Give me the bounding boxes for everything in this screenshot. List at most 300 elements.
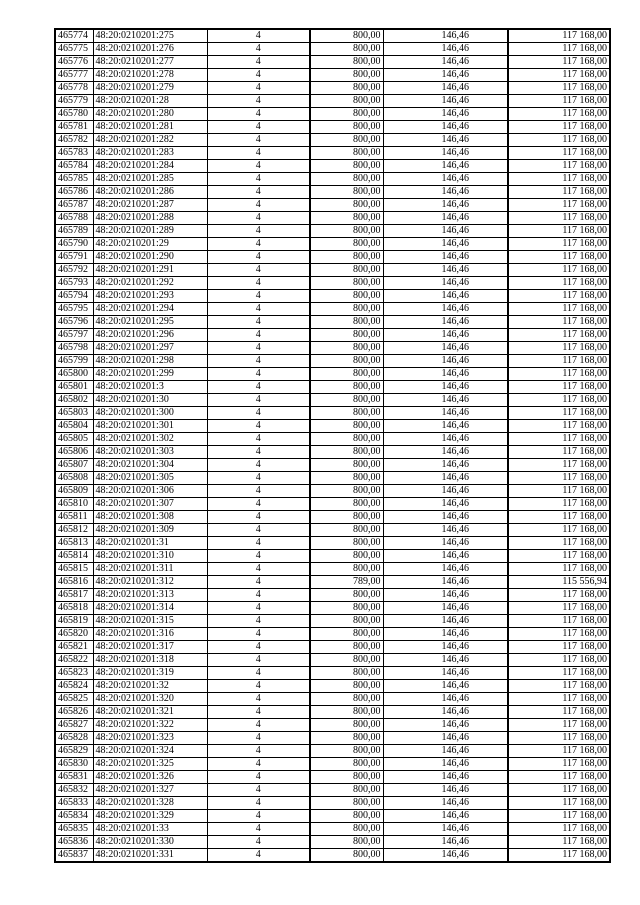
rate-cell: 146,46 [383, 771, 508, 784]
category-cell: 4 [207, 368, 310, 381]
category-cell: 4 [207, 628, 310, 641]
area-cell: 800,00 [310, 134, 383, 147]
area-cell: 800,00 [310, 602, 383, 615]
table-row [55, 719, 610, 732]
row-id-cell: 465821 [55, 641, 93, 654]
category-cell: 4 [207, 641, 310, 654]
table-row [55, 420, 610, 433]
area-cell: 800,00 [310, 368, 383, 381]
area-cell: 800,00 [310, 381, 383, 394]
cadastral-number-cell: 48:20:0210201:307 [93, 498, 207, 511]
rate-cell: 146,46 [383, 537, 508, 550]
row-id-cell: 465823 [55, 667, 93, 680]
rate-cell: 146,46 [383, 95, 508, 108]
area-cell: 800,00 [310, 537, 383, 550]
rate-cell: 146,46 [383, 264, 508, 277]
table-row [55, 368, 610, 381]
cadastral-value-cell: 117 168,00 [508, 238, 610, 251]
cadastral-value-cell: 117 168,00 [508, 472, 610, 485]
table-row [55, 381, 610, 394]
cadastral-number-cell: 48:20:0210201:281 [93, 121, 207, 134]
rate-cell: 146,46 [383, 524, 508, 537]
rate-cell: 146,46 [383, 29, 508, 43]
cadastral-number-cell: 48:20:0210201:280 [93, 108, 207, 121]
category-cell: 4 [207, 784, 310, 797]
category-cell: 4 [207, 563, 310, 576]
row-id-cell: 465787 [55, 199, 93, 212]
category-cell: 4 [207, 147, 310, 160]
area-cell: 800,00 [310, 485, 383, 498]
cadastral-number-cell: 48:20:0210201:292 [93, 277, 207, 290]
cadastral-number-cell: 48:20:0210201:311 [93, 563, 207, 576]
row-id-cell: 465791 [55, 251, 93, 264]
cadastral-number-cell: 48:20:0210201:327 [93, 784, 207, 797]
cadastral-value-cell: 117 168,00 [508, 602, 610, 615]
cadastral-number-cell: 48:20:0210201:306 [93, 485, 207, 498]
cadastral-number-cell: 48:20:0210201:304 [93, 459, 207, 472]
cadastral-value-cell: 117 168,00 [508, 368, 610, 381]
row-id-cell: 465818 [55, 602, 93, 615]
cadastral-number-cell: 48:20:0210201:282 [93, 134, 207, 147]
row-id-cell: 465794 [55, 290, 93, 303]
row-id-cell: 465828 [55, 732, 93, 745]
row-id-cell: 465801 [55, 381, 93, 394]
rate-cell: 146,46 [383, 823, 508, 836]
cadastral-number-cell: 48:20:0210201:291 [93, 264, 207, 277]
cadastral-number-cell: 48:20:0210201:324 [93, 745, 207, 758]
cadastral-number-cell: 48:20:0210201:331 [93, 849, 207, 863]
area-cell: 800,00 [310, 238, 383, 251]
category-cell: 4 [207, 225, 310, 238]
rate-cell: 146,46 [383, 199, 508, 212]
row-id-cell: 465782 [55, 134, 93, 147]
cadastral-number-cell: 48:20:0210201:330 [93, 836, 207, 849]
row-id-cell: 465793 [55, 277, 93, 290]
row-id-cell: 465809 [55, 485, 93, 498]
table-row [55, 199, 610, 212]
rate-cell: 146,46 [383, 160, 508, 173]
row-id-cell: 465812 [55, 524, 93, 537]
category-cell: 4 [207, 745, 310, 758]
rate-cell: 146,46 [383, 576, 508, 589]
category-cell: 4 [207, 407, 310, 420]
category-cell: 4 [207, 69, 310, 82]
cadastral-number-cell: 48:20:0210201:326 [93, 771, 207, 784]
table-row [55, 82, 610, 95]
area-cell: 800,00 [310, 290, 383, 303]
cadastral-value-cell: 117 168,00 [508, 810, 610, 823]
cadastral-number-cell: 48:20:0210201:297 [93, 342, 207, 355]
rate-cell: 146,46 [383, 602, 508, 615]
row-id-cell: 465816 [55, 576, 93, 589]
cadastral-value-cell: 117 168,00 [508, 108, 610, 121]
category-cell: 4 [207, 303, 310, 316]
row-id-cell: 465825 [55, 693, 93, 706]
cadastral-value-cell: 117 168,00 [508, 719, 610, 732]
cadastral-value-cell: 117 168,00 [508, 706, 610, 719]
cadastral-value-cell: 117 168,00 [508, 251, 610, 264]
cadastral-number-cell: 48:20:0210201:31 [93, 537, 207, 550]
table-row [55, 459, 610, 472]
category-cell: 4 [207, 238, 310, 251]
row-id-cell: 465837 [55, 849, 93, 863]
row-id-cell: 465779 [55, 95, 93, 108]
cadastral-number-cell: 48:20:0210201:298 [93, 355, 207, 368]
cadastral-value-cell: 117 168,00 [508, 836, 610, 849]
cadastral-value-cell: 117 168,00 [508, 277, 610, 290]
rate-cell: 146,46 [383, 680, 508, 693]
row-id-cell: 465835 [55, 823, 93, 836]
area-cell: 800,00 [310, 732, 383, 745]
area-cell: 800,00 [310, 680, 383, 693]
cadastral-number-cell: 48:20:0210201:321 [93, 706, 207, 719]
category-cell: 4 [207, 433, 310, 446]
cadastral-value-cell: 117 168,00 [508, 69, 610, 82]
cadastral-number-cell: 48:20:0210201:320 [93, 693, 207, 706]
table-row [55, 550, 610, 563]
area-cell: 800,00 [310, 316, 383, 329]
rate-cell: 146,46 [383, 238, 508, 251]
cadastral-value-cell: 117 168,00 [508, 43, 610, 56]
table-row [55, 628, 610, 641]
row-id-cell: 465829 [55, 745, 93, 758]
category-cell: 4 [207, 134, 310, 147]
rate-cell: 146,46 [383, 706, 508, 719]
category-cell: 4 [207, 342, 310, 355]
row-id-cell: 465804 [55, 420, 93, 433]
area-cell: 800,00 [310, 693, 383, 706]
table-row [55, 511, 610, 524]
table-row [55, 238, 610, 251]
row-id-cell: 465802 [55, 394, 93, 407]
area-cell: 800,00 [310, 147, 383, 160]
category-cell: 4 [207, 576, 310, 589]
category-cell: 4 [207, 43, 310, 56]
row-id-cell: 465774 [55, 29, 93, 43]
cadastral-number-cell: 48:20:0210201:323 [93, 732, 207, 745]
category-cell: 4 [207, 537, 310, 550]
category-cell: 4 [207, 589, 310, 602]
rate-cell: 146,46 [383, 563, 508, 576]
rate-cell: 146,46 [383, 615, 508, 628]
row-id-cell: 465817 [55, 589, 93, 602]
category-cell: 4 [207, 810, 310, 823]
cadastral-number-cell: 48:20:0210201:314 [93, 602, 207, 615]
rate-cell: 146,46 [383, 589, 508, 602]
table-row [55, 303, 610, 316]
rate-cell: 146,46 [383, 69, 508, 82]
rate-cell: 146,46 [383, 394, 508, 407]
cadastral-value-table [54, 28, 611, 863]
table-body [55, 29, 610, 862]
category-cell: 4 [207, 108, 310, 121]
area-cell: 789,00 [310, 576, 383, 589]
category-cell: 4 [207, 316, 310, 329]
rate-cell: 146,46 [383, 420, 508, 433]
category-cell: 4 [207, 771, 310, 784]
cadastral-number-cell: 48:20:0210201:319 [93, 667, 207, 680]
category-cell: 4 [207, 290, 310, 303]
table-row [55, 251, 610, 264]
row-id-cell: 465832 [55, 784, 93, 797]
row-id-cell: 465810 [55, 498, 93, 511]
cadastral-value-cell: 117 168,00 [508, 771, 610, 784]
rate-cell: 146,46 [383, 147, 508, 160]
area-cell: 800,00 [310, 706, 383, 719]
area-cell: 800,00 [310, 745, 383, 758]
category-cell: 4 [207, 446, 310, 459]
table-row [55, 290, 610, 303]
rate-cell: 146,46 [383, 732, 508, 745]
cadastral-value-cell: 117 168,00 [508, 550, 610, 563]
rate-cell: 146,46 [383, 693, 508, 706]
table-row [55, 446, 610, 459]
cadastral-value-cell: 117 168,00 [508, 849, 610, 863]
row-id-cell: 465797 [55, 329, 93, 342]
category-cell: 4 [207, 680, 310, 693]
cadastral-value-cell: 117 168,00 [508, 680, 610, 693]
area-cell: 800,00 [310, 160, 383, 173]
cadastral-value-cell: 117 168,00 [508, 29, 610, 43]
category-cell: 4 [207, 459, 310, 472]
row-id-cell: 465827 [55, 719, 93, 732]
rate-cell: 146,46 [383, 43, 508, 56]
area-cell: 800,00 [310, 225, 383, 238]
area-cell: 800,00 [310, 784, 383, 797]
row-id-cell: 465800 [55, 368, 93, 381]
rate-cell: 146,46 [383, 472, 508, 485]
cadastral-value-cell: 117 168,00 [508, 264, 610, 277]
table-row [55, 186, 610, 199]
cadastral-number-cell: 48:20:0210201:276 [93, 43, 207, 56]
cadastral-number-cell: 48:20:0210201:277 [93, 56, 207, 69]
row-id-cell: 465783 [55, 147, 93, 160]
cadastral-value-cell: 117 168,00 [508, 615, 610, 628]
table-row [55, 433, 610, 446]
area-cell: 800,00 [310, 667, 383, 680]
category-cell: 4 [207, 329, 310, 342]
table-row [55, 602, 610, 615]
cadastral-value-cell: 117 168,00 [508, 381, 610, 394]
table-row [55, 654, 610, 667]
category-cell: 4 [207, 550, 310, 563]
table-row [55, 329, 610, 342]
rate-cell: 146,46 [383, 342, 508, 355]
cadastral-number-cell: 48:20:0210201:325 [93, 758, 207, 771]
category-cell: 4 [207, 615, 310, 628]
rate-cell: 146,46 [383, 368, 508, 381]
area-cell: 800,00 [310, 420, 383, 433]
cadastral-value-cell: 117 168,00 [508, 420, 610, 433]
area-cell: 800,00 [310, 212, 383, 225]
table-row [55, 667, 610, 680]
row-id-cell: 465808 [55, 472, 93, 485]
area-cell: 800,00 [310, 524, 383, 537]
area-cell: 800,00 [310, 277, 383, 290]
area-cell: 800,00 [310, 69, 383, 82]
category-cell: 4 [207, 758, 310, 771]
row-id-cell: 465792 [55, 264, 93, 277]
row-id-cell: 465806 [55, 446, 93, 459]
rate-cell: 146,46 [383, 82, 508, 95]
table-row [55, 69, 610, 82]
cadastral-value-cell: 117 168,00 [508, 95, 610, 108]
cadastral-value-cell: 117 168,00 [508, 225, 610, 238]
area-cell: 800,00 [310, 303, 383, 316]
cadastral-value-cell: 117 168,00 [508, 316, 610, 329]
cadastral-number-cell: 48:20:0210201:275 [93, 29, 207, 43]
table-row [55, 342, 610, 355]
document-page [54, 28, 609, 863]
area-cell: 800,00 [310, 654, 383, 667]
cadastral-value-cell: 117 168,00 [508, 342, 610, 355]
row-id-cell: 465811 [55, 511, 93, 524]
cadastral-number-cell: 48:20:0210201:316 [93, 628, 207, 641]
table-row [55, 407, 610, 420]
table-row [55, 706, 610, 719]
area-cell: 800,00 [310, 329, 383, 342]
row-id-cell: 465776 [55, 56, 93, 69]
area-cell: 800,00 [310, 82, 383, 95]
cadastral-value-cell: 117 168,00 [508, 485, 610, 498]
cadastral-number-cell: 48:20:0210201:32 [93, 680, 207, 693]
cadastral-value-cell: 117 168,00 [508, 407, 610, 420]
category-cell: 4 [207, 186, 310, 199]
rate-cell: 146,46 [383, 511, 508, 524]
area-cell: 800,00 [310, 251, 383, 264]
cadastral-number-cell: 48:20:0210201:278 [93, 69, 207, 82]
cadastral-number-cell: 48:20:0210201:294 [93, 303, 207, 316]
row-id-cell: 465836 [55, 836, 93, 849]
row-id-cell: 465775 [55, 43, 93, 56]
cadastral-value-cell: 117 168,00 [508, 446, 610, 459]
cadastral-value-cell: 117 168,00 [508, 628, 610, 641]
table-row [55, 212, 610, 225]
category-cell: 4 [207, 173, 310, 186]
table-row [55, 160, 610, 173]
table-row [55, 134, 610, 147]
cadastral-value-cell: 117 168,00 [508, 823, 610, 836]
category-cell: 4 [207, 732, 310, 745]
area-cell: 800,00 [310, 264, 383, 277]
cadastral-value-cell: 117 168,00 [508, 641, 610, 654]
area-cell: 800,00 [310, 108, 383, 121]
cadastral-number-cell: 48:20:0210201:3 [93, 381, 207, 394]
table-row [55, 277, 610, 290]
area-cell: 800,00 [310, 43, 383, 56]
category-cell: 4 [207, 472, 310, 485]
area-cell: 800,00 [310, 810, 383, 823]
cadastral-value-cell: 117 168,00 [508, 745, 610, 758]
cadastral-number-cell: 48:20:0210201:329 [93, 810, 207, 823]
rate-cell: 146,46 [383, 329, 508, 342]
cadastral-number-cell: 48:20:0210201:308 [93, 511, 207, 524]
area-cell: 800,00 [310, 173, 383, 186]
table-row [55, 264, 610, 277]
table-row [55, 641, 610, 654]
category-cell: 4 [207, 706, 310, 719]
cadastral-number-cell: 48:20:0210201:287 [93, 199, 207, 212]
area-cell: 800,00 [310, 550, 383, 563]
cadastral-number-cell: 48:20:0210201:28 [93, 95, 207, 108]
cadastral-number-cell: 48:20:0210201:293 [93, 290, 207, 303]
cadastral-value-cell: 117 168,00 [508, 511, 610, 524]
table-row [55, 355, 610, 368]
cadastral-value-cell: 117 168,00 [508, 563, 610, 576]
category-cell: 4 [207, 602, 310, 615]
cadastral-number-cell: 48:20:0210201:283 [93, 147, 207, 160]
category-cell: 4 [207, 160, 310, 173]
rate-cell: 146,46 [383, 550, 508, 563]
rate-cell: 146,46 [383, 251, 508, 264]
table-row [55, 225, 610, 238]
cadastral-value-cell: 117 168,00 [508, 537, 610, 550]
area-cell: 800,00 [310, 589, 383, 602]
rate-cell: 146,46 [383, 433, 508, 446]
cadastral-value-cell: 117 168,00 [508, 693, 610, 706]
cadastral-value-cell: 115 556,94 [508, 576, 610, 589]
cadastral-number-cell: 48:20:0210201:290 [93, 251, 207, 264]
row-id-cell: 465777 [55, 69, 93, 82]
area-cell: 800,00 [310, 433, 383, 446]
cadastral-number-cell: 48:20:0210201:284 [93, 160, 207, 173]
row-id-cell: 465785 [55, 173, 93, 186]
area-cell: 800,00 [310, 771, 383, 784]
area-cell: 800,00 [310, 394, 383, 407]
rate-cell: 146,46 [383, 446, 508, 459]
row-id-cell: 465795 [55, 303, 93, 316]
cadastral-value-cell: 117 168,00 [508, 589, 610, 602]
cadastral-value-cell: 117 168,00 [508, 433, 610, 446]
area-cell: 800,00 [310, 641, 383, 654]
category-cell: 4 [207, 277, 310, 290]
area-cell: 800,00 [310, 459, 383, 472]
cadastral-value-cell: 117 168,00 [508, 667, 610, 680]
row-id-cell: 465805 [55, 433, 93, 446]
rate-cell: 146,46 [383, 849, 508, 863]
rate-cell: 146,46 [383, 173, 508, 186]
area-cell: 800,00 [310, 797, 383, 810]
category-cell: 4 [207, 849, 310, 863]
cadastral-number-cell: 48:20:0210201:286 [93, 186, 207, 199]
row-id-cell: 465831 [55, 771, 93, 784]
table-row [55, 472, 610, 485]
row-id-cell: 465789 [55, 225, 93, 238]
cadastral-number-cell: 48:20:0210201:289 [93, 225, 207, 238]
cadastral-value-cell: 117 168,00 [508, 797, 610, 810]
cadastral-value-cell: 117 168,00 [508, 303, 610, 316]
table-row [55, 173, 610, 186]
rate-cell: 146,46 [383, 121, 508, 134]
rate-cell: 146,46 [383, 355, 508, 368]
rate-cell: 146,46 [383, 810, 508, 823]
category-cell: 4 [207, 251, 310, 264]
cadastral-number-cell: 48:20:0210201:33 [93, 823, 207, 836]
cadastral-value-cell: 117 168,00 [508, 212, 610, 225]
cadastral-number-cell: 48:20:0210201:303 [93, 446, 207, 459]
cadastral-number-cell: 48:20:0210201:309 [93, 524, 207, 537]
category-cell: 4 [207, 719, 310, 732]
cadastral-number-cell: 48:20:0210201:322 [93, 719, 207, 732]
cadastral-number-cell: 48:20:0210201:285 [93, 173, 207, 186]
cadastral-number-cell: 48:20:0210201:310 [93, 550, 207, 563]
table-row [55, 771, 610, 784]
table-row [55, 576, 610, 589]
cadastral-value-cell: 117 168,00 [508, 355, 610, 368]
cadastral-value-cell: 117 168,00 [508, 56, 610, 69]
row-id-cell: 465788 [55, 212, 93, 225]
area-cell: 800,00 [310, 199, 383, 212]
